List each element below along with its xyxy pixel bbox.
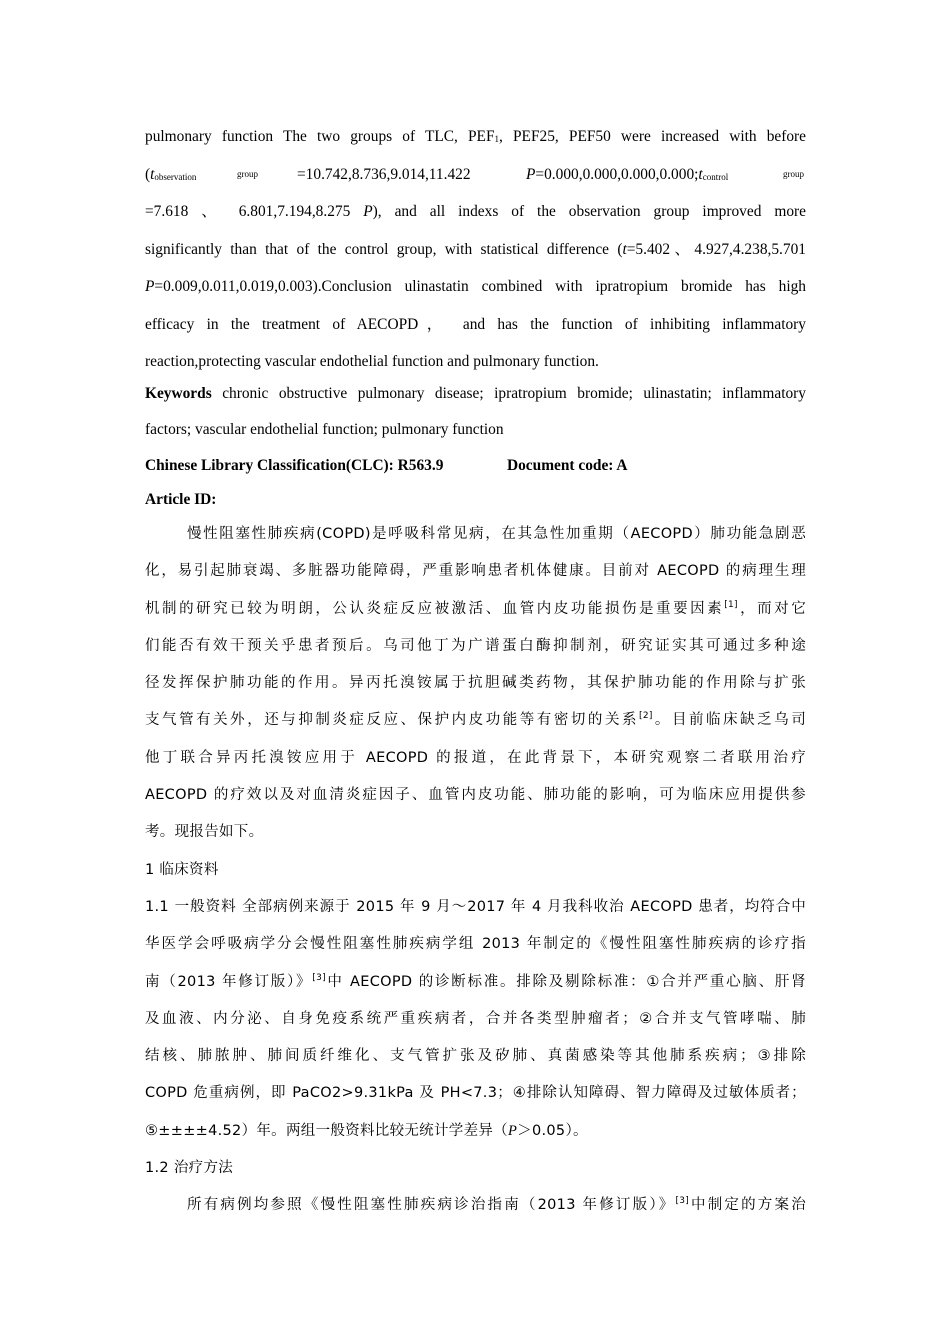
keywords-label: Keywords — [145, 385, 212, 402]
intro-line: 考。现报告如下。 — [145, 824, 264, 841]
abstract-line: efficacy in the treatment of AECOPD， and has the function of inhibiting inflammatory — [145, 315, 806, 333]
abstract-line: significantly than that of the control group, with statistical difference (t=5.402、4.927,4.238,5.701 — [145, 240, 806, 258]
abstract-line: P=0.009,0.011,0.019,0.003).Conclusion ulinastatin combined with ipratropium bromide has high — [145, 278, 806, 295]
abstract-text: ($t_{observation}$ — [145, 165, 197, 183]
classification — [145, 449, 806, 517]
section-heading: 1 临床资料 — [145, 861, 219, 878]
keywords — [145, 377, 806, 449]
abstract-line: ($t_{observation}$ group =10.742,8.736,9.014,11.422 $P=0.000,0.000,0.000,0.000;t_{control}$ group — [145, 156, 806, 194]
general-data-line: 1.1 一般资料 全部病例来源于 2015 年 9 月～2017 年 4 月我科收治 AECOPD 患者，均符合中 — [145, 898, 806, 915]
general-data-line: ⑤±±±±4.52）年。两组一般资料比较无统计学差异（P＞0.05）。 — [145, 1122, 588, 1139]
intro-line: 他丁联合异丙托溴铵应用于 AECOPD 的报道，在此背景下，本研究观察二者联用治疗 — [145, 749, 806, 766]
citation: [3] — [675, 1196, 690, 1207]
keywords-line: factors; vascular endothelial function; pulmonary function — [145, 421, 504, 438]
clc-code: Chinese Library Classification(CLC): R563.9 — [145, 457, 444, 474]
citation: [2] — [639, 711, 653, 722]
subsection-heading: 1.2 治疗方法 — [145, 1160, 234, 1177]
document-code: Document code: A — [507, 457, 628, 474]
intro-line: AECOPD 的疗效以及对血清炎症因子、血管内皮功能、肺功能的影响，可为临床应用提供参 — [145, 787, 806, 804]
intro-line: 机制的研究已较为明朗，公认炎症反应被激活、血管内皮功能损伤是重要因素[1]，而对它 — [145, 599, 807, 617]
abstract-line: =7.618 、 6.801,7.194,8.275 P), and all indexs of the observation group improved more — [145, 203, 806, 220]
intro-line: 支气管有关外，还与抑制炎症反应、保护内皮功能等有密切的关系[2]。目前临床缺乏乌司 — [145, 711, 807, 729]
subscript: 1 — [494, 134, 500, 144]
introduction — [145, 516, 806, 1225]
intro-line: 们能否有效干预关乎患者预后。乌司他丁为广谱蛋白酶抑制剂，研究证实其可通过多种途 — [145, 637, 806, 654]
general-data-line: 南（2013 年修订版）》[3]中 AECOPD 的诊断标准。排除及剔除标准：①合并严重心脑、肝肾 — [145, 972, 806, 990]
subscript: observation — [154, 171, 197, 182]
citation: [1] — [724, 599, 738, 610]
general-data-line: COPD 危重病例，即 PaCO2>9.31kPa 及 PH<7.3；④排除认知障碍、智力障碍及过敏体质者； — [145, 1085, 806, 1102]
abstract-line — [145, 118, 806, 156]
abstract-text: pulmonary function The two groups of TLC, PEF — [145, 128, 495, 145]
general-data-line: 结核、肺脓肿、肺间质纤维化、支气管扩张及矽肺、真菌感染等其他肺系疾病；③排除 — [145, 1048, 806, 1065]
intro-line: 化，易引起肺衰竭、多脏器功能障碍，严重影响患者机体健康。目前对 AECOPD 的病理生理 — [145, 563, 806, 580]
clc-line — [145, 449, 806, 483]
abstract-text: =10.742,8.736,9.014,11.422 — [297, 165, 471, 183]
treatment-line: 所有病例均参照《慢性阻塞性肺疾病诊治指南（2013 年修订版）》[3]中制定的方案治 — [187, 1196, 806, 1214]
abstract-english — [145, 118, 806, 381]
intro-line: 慢性阻塞性肺疾病(COPD)是呼吸科常见病，在其急性加重期（AECOPD）肺功能急剧恶 — [187, 526, 806, 542]
abstract-line: reaction,protecting vascular endothelial function and pulmonary function. — [145, 353, 599, 370]
keywords-line: Keywords chronic obstructive pulmonary disease; ipratropium bromide; ulinastatin; inflammatory — [145, 385, 806, 402]
general-data-line: 华医学会呼吸病学分会慢性阻塞性肺疾病学组 2013 年制定的《慢性阻塞性肺疾病的诊疗指 — [145, 936, 806, 953]
general-data-line: 及血液、内分泌、自身免疫系统严重疾病者，合并各类型肿瘤者；②合并支气管哮喘、肺 — [145, 1010, 806, 1027]
subscript: control — [702, 171, 729, 182]
intro-line: 径发挥保护肺功能的作用。异丙托溴铵属于抗胆碱类药物，其保护肺功能的作用除与扩张 — [145, 675, 806, 692]
abstract-text: $P=0.000,0.000,0.000,0.000;t_{control}$ — [526, 165, 729, 183]
article-id: Article ID: — [145, 491, 217, 508]
abstract-text: , PEF25, PEF50 were increased with before — [499, 128, 807, 145]
citation: [3] — [312, 972, 326, 983]
